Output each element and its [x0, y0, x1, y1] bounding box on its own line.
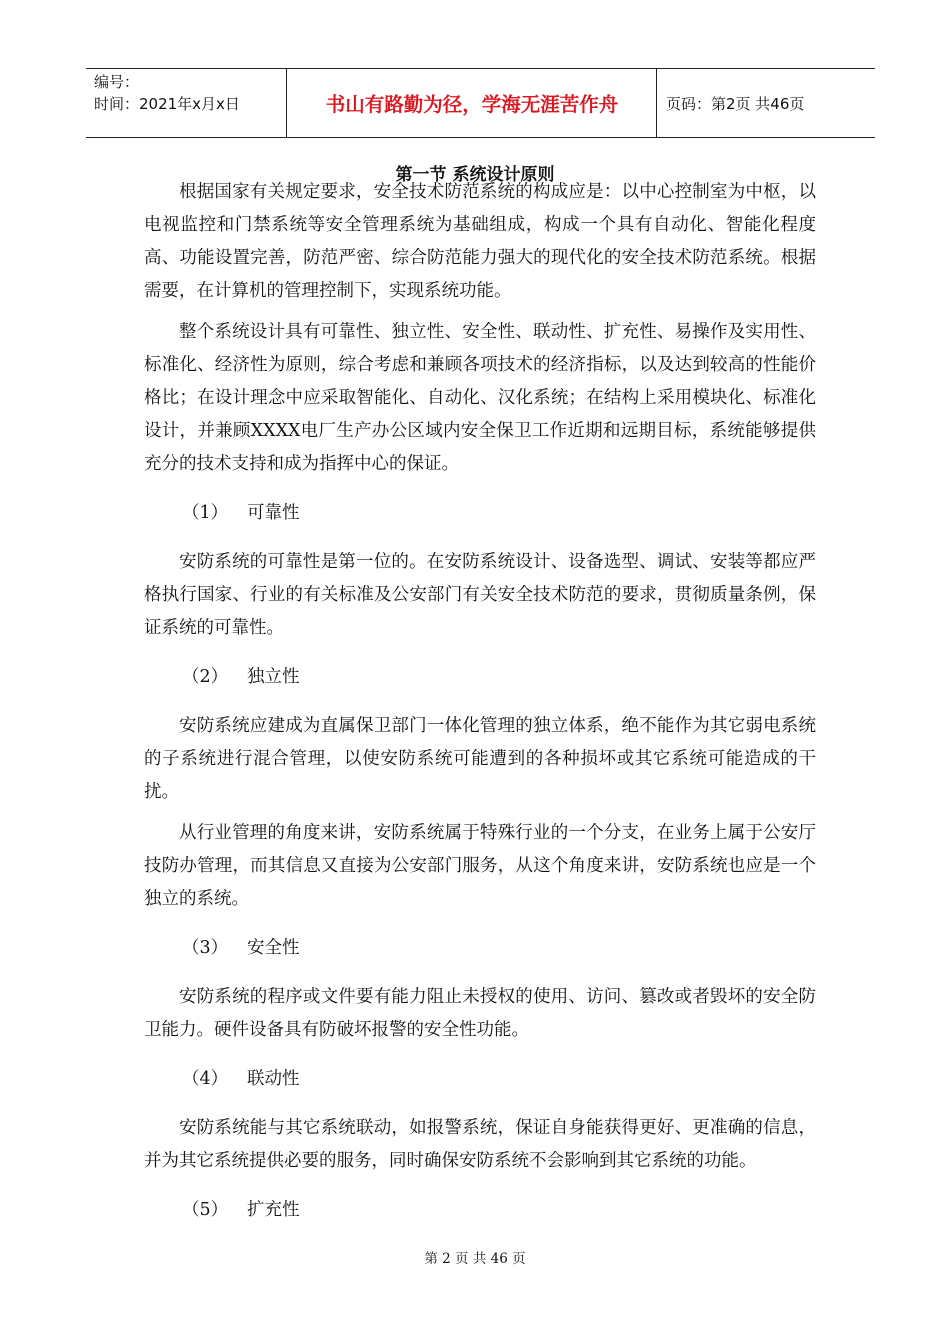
header-divider-left	[286, 69, 287, 137]
heading-reliability	[144, 497, 816, 530]
heading-number: （1）	[182, 503, 229, 523]
heading-linkage	[144, 1063, 816, 1096]
page-footer: 第 2 页 共 46 页	[424, 1251, 526, 1267]
header-serial-label: 编号：	[94, 73, 140, 91]
paragraph-independence-2: 从行业管理的角度来讲，安防系统属于特殊行业的一个分支，在业务上属于公安厅技防办管理，而其信息又直接为公安部门服务，从这个角度来讲，安防系统也应是一个独立的系统。	[144, 823, 816, 909]
section-title: 第一节 系统设计原则	[395, 165, 555, 185]
header-meta	[94, 71, 284, 115]
heading-number: （2）	[182, 667, 229, 687]
heading-label: 可靠性	[247, 503, 300, 523]
paragraph-principles: 整个系统设计具有可靠性、独立性、安全性、联动性、扩充性、易操作及实用性、标准化、经济性为原则，综合考虑和兼顾各项技术的经济指标，以及达到较高的性能价格比；在设计理念中应采取智能化、自动化、汉化系统；在结构上采用模块化、标准化设计，并兼顾XXXX电厂生产办公区域内安全保卫工作近期和远期目标，系统能够提供充分的技术支持和成为指挥中心的保证。	[144, 322, 816, 474]
header-date: 时间：2021年x月x日	[94, 95, 240, 113]
heading-number: （5）	[182, 1200, 229, 1220]
paragraph-independence-1: 安防系统应建成为直属保卫部门一体化管理的独立体系，绝不能作为其它弱电系统的子系统进行混合管理，以使安防系统可能遭到的各种损坏或其它系统可能造成的干扰。	[144, 716, 816, 802]
heading-independence	[144, 661, 816, 694]
heading-label: 扩充性	[247, 1200, 300, 1220]
heading-label: 安全性	[247, 938, 300, 958]
heading-security	[144, 932, 816, 965]
page-header	[86, 68, 875, 138]
heading-number: （4）	[182, 1069, 229, 1089]
paragraph-linkage: 安防系统能与其它系统联动，如报警系统，保证自身能获得更好、更准确的信息，并为其它系统提供必要的服务，同时确保安防系统不会影响到其它系统的功能。	[144, 1118, 816, 1171]
heading-extensibility	[144, 1194, 816, 1227]
header-divider-right	[656, 69, 657, 137]
heading-label: 独立性	[247, 667, 300, 687]
header-page-number: 页码：第2页 共46页	[666, 94, 805, 113]
paragraph-intro: 根据国家有关规定要求，安全技术防范系统的构成应是：以中心控制室为中枢，以电视监控和门禁系统等安全管理系统为基础组成，构成一个具有自动化、智能化程度高、功能设置完善，防范严密、综合防范能力强大的现代化的安全技术防范系统。根据需要，在计算机的管理控制下，实现系统功能。	[144, 182, 816, 301]
document-body	[144, 176, 816, 1227]
heading-label: 联动性	[247, 1069, 300, 1089]
heading-number: （3）	[182, 938, 229, 958]
paragraph-security: 安防系统的程序或文件要有能力阻止未授权的使用、访问、篡改或者毁坏的安全防卫能力。硬件设备具有防破坏报警的安全性功能。	[144, 987, 816, 1040]
paragraph-reliability: 安防系统的可靠性是第一位的。在安防系统设计、设备选型、调试、安装等都应严格执行国家、行业的有关标准及公安部门有关安全技术防范的要求，贯彻质量条例，保证系统的可靠性。	[144, 552, 816, 638]
header-motto: 书山有路勤为径，学海无涯苦作舟	[325, 93, 619, 116]
